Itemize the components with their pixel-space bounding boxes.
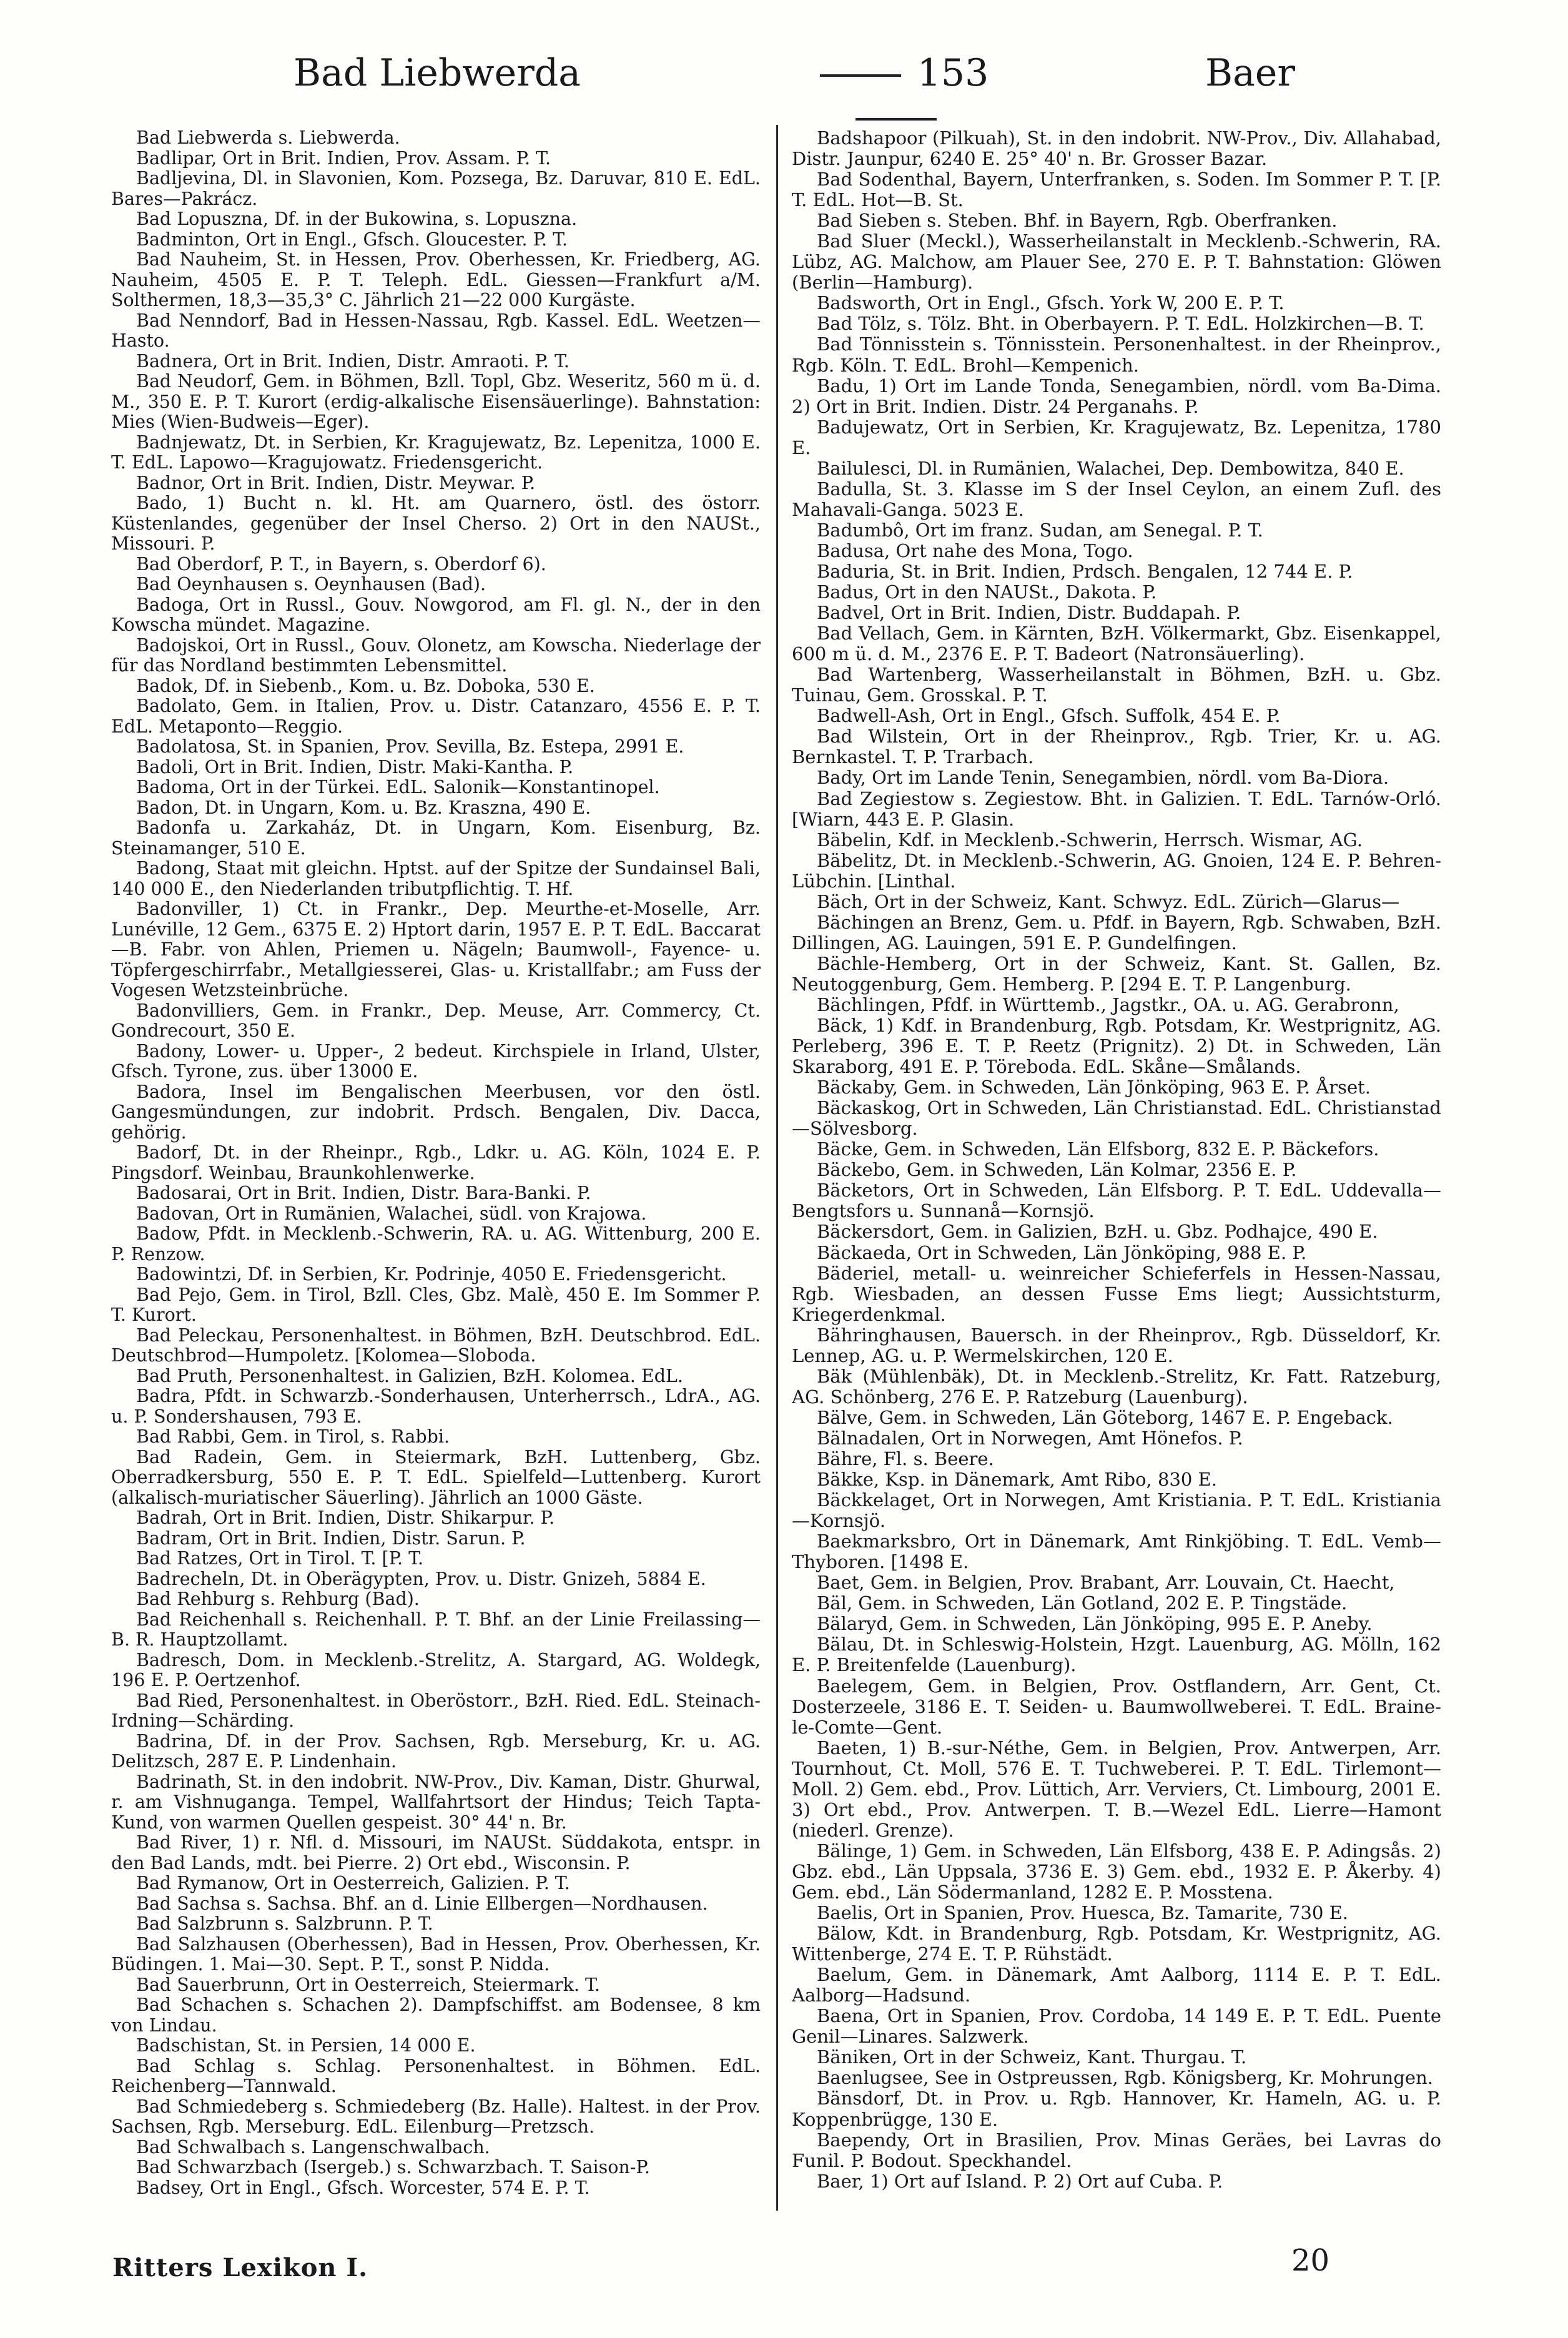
dictionary-entry: Bado, 1) Bucht n. kl. Ht. am Quarnero, östl. des östorr. Küstenlandes, gegenüber der Insel Cherso. 2) Ort in den NAUSt., Missouri. P. bbox=[111, 493, 761, 554]
dictionary-entry: Badnor, Ort in Brit. Indien, Distr. Meywar. P. bbox=[136, 472, 536, 493]
dictionary-entry: Bälow, Kdt. in Brandenburg, Rgb. Potsdam, Kr. Westprignitz, AG. Wittenberge, 274 E. T. P. Rühstädt. bbox=[792, 1923, 1441, 1965]
dictionary-entry: Badusa, Ort nahe des Mona, Togo. bbox=[817, 540, 1133, 561]
dictionary-entry: Badnera, Ort in Brit. Indien, Distr. Amraoti. P. T. bbox=[136, 350, 570, 372]
dictionary-entry: Bäkke, Ksp. in Dänemark, Amt Ribo, 830 E. bbox=[817, 1469, 1217, 1491]
dictionary-entry: Badoma, Ort in der Türkei. EdL. Salonik—Konstantinopel. bbox=[136, 777, 660, 797]
dictionary-entry: Bähringhausen, Bauersch. in der Rheinprov., Rgb. Düsseldorf, Kr. Lennep, AG. u. P. Wermelskirchen, 120 E. bbox=[792, 1324, 1441, 1366]
header-first-entry: Bad Liebwerda bbox=[293, 51, 581, 95]
dictionary-entry: Badlipar, Ort in Brit. Indien, Prov. Assam. P. T. bbox=[136, 147, 551, 169]
dictionary-entry: Badljevina, Dl. in Slavonien, Kom. Pozsega, Bz. Daruvar, 810 E. EdL. Bares—Pakrácz. bbox=[111, 168, 761, 209]
dictionary-entry: Bäckkelaget, Ort in Norwegen, Amt Kristiania. P. T. EdL. Kristiania—Kornsjö. bbox=[792, 1489, 1441, 1532]
dictionary-entry: Badrecheln, Dt. in Oberägypten, Prov. u. Distr. Gnizeh, 5884 E. bbox=[136, 1568, 706, 1589]
column-divider bbox=[776, 125, 778, 2211]
dictionary-entry: Bad Schwarzbach (Isergeb.) s. Schwarzbach. T. Saison-P. bbox=[136, 2157, 650, 2178]
dictionary-entry: Bad Liebwerda s. Liebwerda. bbox=[136, 128, 400, 148]
dictionary-entry: Bälve, Gem. in Schweden, Län Göteborg, 1467 E. P. Engeback. bbox=[817, 1406, 1393, 1428]
dictionary-entry: Bailulesci, Dl. in Rumänien, Walachei, Dep. Dembowitza, 840 E. bbox=[817, 457, 1404, 479]
dictionary-entry: Badumbô, Ort im franz. Sudan, am Senegal. P. T. bbox=[817, 519, 1263, 541]
dictionary-entry: Bäk (Mühlenbäk), Dt. in Mecklenb.-Strelitz, Kr. Fatt. Ratzeburg, AG. Schönberg, 276 E. P. Ratzeburg (Lauenburg). bbox=[792, 1365, 1441, 1408]
dictionary-entry: Bad Nenndorf, Bad in Hessen-Nassau, Rgb. Kassel. EdL. Weetzen—Hasto. bbox=[111, 310, 761, 351]
dictionary-entry: Bäcke, Gem. in Schweden, Län Elfsborg, 832 E. P. Bäckefors. bbox=[817, 1138, 1379, 1160]
dictionary-entry: Bälau, Dt. in Schleswig-Holstein, Hzgt. Lauenburg, AG. Mölln, 162 E. P. Breitenfelde (Lauenburg). bbox=[792, 1634, 1441, 1676]
dictionary-entry: Bad Rehburg s. Rehburg (Bad). bbox=[136, 1589, 420, 1609]
dictionary-entry: Bad Pejo, Gem. in Tirol, Bzll. Cles, Gbz. Malè, 450 E. Im Sommer P. T. Kurort. bbox=[111, 1284, 761, 1325]
dictionary-entry: Badony, Lower- u. Upper-, 2 bedeut. Kirchspiele in Irland, Ulster, Gfsch. Tyrone, zus. über 13000 E. bbox=[111, 1040, 761, 1082]
dictionary-entry: Bäckebo, Gem. in Schweden, Län Kolmar, 2356 E. P. bbox=[817, 1159, 1297, 1181]
dictionary-entry: Badsworth, Ort in Engl., Gfsch. York W, 200 E. P. T. bbox=[817, 292, 1284, 314]
dictionary-entry: Bad Schmiedeberg s. Schmiedeberg (Bz. Halle). Haltest. in der Prov. Sachsen, Rgb. Merseburg. EdL. Eilenburg—Pretzsch. bbox=[111, 2096, 761, 2137]
running-header bbox=[112, 51, 1455, 114]
dictionary-entry: Bad Rabbi, Gem. in Tirol, s. Rabbi. bbox=[136, 1426, 450, 1447]
dictionary-entry: Badoga, Ort in Russl., Gouv. Nowgorod, am Fl. gl. N., der in den Kowscha mündet. Magazine. bbox=[111, 594, 761, 635]
dictionary-entry: Bad Schlag s. Schlag. Personenhaltest. in Böhmen. EdL. Reichenberg—Tannwald. bbox=[111, 2055, 761, 2096]
dictionary-entry: Badong, Staat mit gleichn. Hptst. auf der Spitze der Sundainsel Bali, 140 000 E., den Niederlanden tributpflichtig. T. Hf. bbox=[111, 858, 761, 899]
dictionary-entry: Baet, Gem. in Belgien, Prov. Brabant, Arr. Louvain, Ct. Haecht, bbox=[817, 1572, 1395, 1594]
dictionary-entry: Bad River, 1) r. Nfl. d. Missouri, im NAUSt. Süddakota, entspr. in den Bad Lands, mdt. bei Pierre. 2) Ort ebd., Wisconsin. P. bbox=[111, 1832, 761, 1873]
dictionary-entry: Badolatosa, St. in Spanien, Prov. Sevilla, Bz. Estepa, 2991 E. bbox=[136, 736, 684, 757]
dictionary-entry: Badorf, Dt. in der Rheinpr., Rgb., Ldkr. u. AG. Köln, 1024 E. P. Pingsdorf. Weinbau, Braunkohlenwerke. bbox=[111, 1142, 761, 1183]
dictionary-entry: Bad Schwalbach s. Langenschwalbach. bbox=[136, 2136, 490, 2158]
dictionary-entry: Bäckaskog, Ort in Schweden, Län Christianstad. EdL. Christianstad—Sölvesborg. bbox=[792, 1097, 1441, 1140]
dictionary-entry: Bäl, Gem. in Schweden, Län Gotland, 202 E. P. Tingstäde. bbox=[817, 1592, 1348, 1614]
dictionary-entry: Badosarai, Ort in Brit. Indien, Distr. Bara-Banki. P. bbox=[136, 1183, 591, 1203]
dictionary-entry: Bad Peleckau, Personenhaltest. in Böhmen, BzH. Deutschbrod. EdL. Deutschbrod—Humpoletz. [Kolomea—Sloboda. bbox=[111, 1324, 761, 1366]
right-column bbox=[792, 128, 1441, 2201]
dictionary-entry: Bälaryd, Gem. in Schweden, Län Jönköping, 995 E. P. Aneby. bbox=[817, 1613, 1373, 1635]
dictionary-entry: Badok, Df. in Siebenb., Kom. u. Bz. Doboka, 530 E. bbox=[136, 675, 595, 696]
dictionary-entry: Bad Zegiestow s. Zegiestow. Bht. in Galizien. T. EdL. Tarnów-Orló. [Wiarn, 443 E. P. Glasin. bbox=[792, 787, 1441, 830]
dictionary-entry: Bad Nauheim, St. in Hessen, Prov. Oberhessen, Kr. Friedberg, AG. Nauheim, 4505 E. P. T. Teleph. EdL. Giessen—Frankfurt a/M. Solthermen, 18,3—35,3° C. Jährlich 21—22 000 Kurgäste. bbox=[111, 249, 761, 310]
dictionary-entry: Badwell-Ash, Ort in Engl., Gfsch. Suffolk, 454 E. P. bbox=[817, 705, 1281, 727]
dictionary-entry: Badus, Ort in den NAUSt., Dakota. P. bbox=[817, 581, 1157, 603]
header-page-number-block bbox=[752, 51, 1040, 139]
dictionary-entry: Bad Salzhausen (Oberhessen), Bad in Hessen, Prov. Oberhessen, Kr. Büdingen. 1. Mai—30. Sept. P. T., sonst P. Nidda. bbox=[111, 1933, 761, 1975]
dictionary-entry: Baelum, Gem. in Dänemark, Amt Aalborg, 1114 E. P. T. EdL. Aalborg—Hadsund. bbox=[792, 1964, 1441, 2006]
dictionary-entry: Bäckersdort, Gem. in Galizien, BzH. u. Gbz. Podhajce, 490 E. bbox=[817, 1221, 1378, 1243]
dictionary-entry: Baduria, St. in Brit. Indien, Prdsch. Bengalen, 12 744 E. P. bbox=[817, 560, 1353, 582]
dictionary-entry: Badra, Pfdt. in Schwarzb.-Sonderhausen, Unterherrsch., LdrA., AG. u. P. Sondershausen, 793 E. bbox=[111, 1386, 761, 1427]
dictionary-entry: Badram, Ort in Brit. Indien, Distr. Sarun. P. bbox=[136, 1527, 526, 1549]
header-dash-left bbox=[820, 74, 901, 77]
dictionary-entry: Bäcketors, Ort in Schweden, Län Elfsborg. P. T. EdL. Uddevalla—Bengtsfors u. Sunnanå—Kornsjö. bbox=[792, 1180, 1441, 1222]
dictionary-entry: Badshapoor (Pilkuah), St. in den indobrit. NW-Prov., Div. Allahabad, Distr. Jaunpur, 6240 E. 25° 40' n. Br. Grosser Bazar. bbox=[792, 128, 1441, 170]
dictionary-entry: Bad Sieben s. Steben. Bhf. in Bayern, Rgb. Oberfranken. bbox=[817, 210, 1338, 232]
dictionary-entry: Badora, Insel im Bengalischen Meerbusen, vor den östl. Gangesmündungen, zur indobrit. Prdsch. Bengalen, Div. Dacca, gehörig. bbox=[111, 1081, 761, 1143]
dictionary-entry: Badow, Pfdt. in Mecklenb.-Schwerin, RA. u. AG. Wittenburg, 200 E. P. Renzow. bbox=[111, 1223, 761, 1265]
dictionary-entry: Bad Neudorf, Gem. in Böhmen, Bzll. Topl, Gbz. Weseritz, 560 m ü. d. M., 350 E. P. T. Kurort (erdig-alkalische Eisensäuerlinge). Bahnstation: Mies (Wien-Budweis—Eger). bbox=[111, 371, 761, 432]
signature-mark: Ritters Lexikon I. bbox=[112, 2253, 368, 2282]
dictionary-entry: Badu, 1) Ort im Lande Tonda, Senegambien, nördl. vom Ba-Dima. 2) Ort in Brit. Indien. Distr. 24 Perganahs. P. bbox=[792, 375, 1441, 417]
dictionary-entry: Badulla, St. 3. Klasse im S der Insel Ceylon, an einem Zufl. des Mahavali-Ganga. 5023 E. bbox=[792, 478, 1441, 520]
dictionary-entry: Badujewatz, Ort in Serbien, Kr. Kragujewatz, Bz. Lepenitza, 1780 E. bbox=[792, 416, 1441, 458]
dictionary-entry: Badojskoi, Ort in Russl., Gouv. Olonetz, am Kowscha. Niederlage der für das Nordland bestimmten Lebensmittel. bbox=[111, 634, 761, 676]
dictionary-entry: Bad Salzbrunn s. Salzbrunn. P. T. bbox=[136, 1913, 433, 1934]
dictionary-entry: Bähre, Fl. s. Beere. bbox=[817, 1448, 994, 1469]
dictionary-entry: Baeten, 1) B.-sur-Néthe, Gem. in Belgien, Prov. Antwerpen, Arr. Tournhout, Ct. Moll, 576 E. T. Tuchweberei. P. T. EdL. Tirlemont—Moll. 2) Gem. ebd., Prov. Lüttich, Arr. Verviers, Ct. Limbourg, 2001 E. 3) Ort ebd., Prov. Antwerpen. T. B.—Wezel EdL. Lierre—Hamont (niederl. Grenze). bbox=[792, 1737, 1441, 1841]
dictionary-entry: Baena, Ort in Spanien, Prov. Cordoba, 14 149 E. P. T. EdL. Puente Genil—Linares. Salzwerk. bbox=[792, 2005, 1441, 2048]
dictionary-entry: Bad Rymanow, Ort in Oesterreich, Galizien. P. T. bbox=[136, 1873, 570, 1893]
dictionary-entry: Bad Oeynhausen s. Oeynhausen (Bad). bbox=[136, 574, 486, 594]
dictionary-entry: Bäbelitz, Dt. in Mecklenb.-Schwerin, AG. Gnoien, 124 E. P. Behren-Lübchin. [Linthal. bbox=[792, 849, 1441, 892]
dictionary-entry: Bad Oberdorf, P. T., in Bayern, s. Oberdorf 6). bbox=[136, 553, 546, 575]
dictionary-entry: Bad Wilstein, Ort in der Rheinprov., Rgb. Trier, Kr. u. AG. Bernkastel. T. P. Trarbach. bbox=[792, 726, 1441, 768]
dictionary-entry: Badrinath, St. in den indobrit. NW-Prov., Div. Kaman, Distr. Ghurwal, r. am Vishnuganga. Tempel, Wallfahrtsort der Hindus; Teich Tapta-Kund, von warmen Quellen gespeist. 30° 44' n. Br. bbox=[111, 1771, 761, 1833]
dictionary-entry: Bad Sluer (Meckl.), Wasserheilanstalt in Mecklenb.-Schwerin, RA. Lübz, AG. Malchow, am Plauer See, 270 E. P. T. Bahnstation: Glöwen (Berlin—Hamburg). bbox=[792, 230, 1441, 293]
dictionary-entry: Badsey, Ort in Engl., Gfsch. Worcester, 574 E. P. T. bbox=[136, 2177, 590, 2198]
left-column bbox=[111, 128, 761, 2201]
dictionary-entry: Bad Tönnisstein s. Tönnisstein. Personenhaltest. in der Rheinprov., Rgb. Köln. T. EdL. Brohl—Kempenich. bbox=[792, 333, 1441, 376]
dictionary-entry: Bad Sodenthal, Bayern, Unterfranken, s. Soden. Im Sommer P. T. [P. T. EdL. Hot—B. St. bbox=[792, 169, 1441, 211]
dictionary-entry: Bäckaby, Gem. in Schweden, Län Jönköping, 963 E. P. Årset. bbox=[817, 1077, 1371, 1098]
dictionary-entry: Bäbelin, Kdf. in Mecklenb.-Schwerin, Herrsch. Wismar, AG. bbox=[817, 829, 1363, 851]
dictionary-entry: Bächlingen, Pfdf. in Württemb., Jagstkr., OA. u. AG. Gerabronn, bbox=[817, 994, 1399, 1015]
dictionary-entry: Badrah, Ort in Brit. Indien, Distr. Shikarpur. P. bbox=[136, 1507, 555, 1528]
dictionary-entry: Badresch, Dom. in Mecklenb.-Strelitz, A. Stargard, AG. Woldegk, 196 E. P. Oertzenhof. bbox=[111, 1649, 761, 1690]
sheet-number: 20 bbox=[1291, 2243, 1330, 2278]
dictionary-entry: Bänsdorf, Dt. in Prov. u. Rgb. Hannover, Kr. Hameln, AG. u. P. Koppenbrügge, 130 E. bbox=[792, 2088, 1441, 2130]
dictionary-entry: Badon, Dt. in Ungarn, Kom. u. Bz. Kraszna, 490 E. bbox=[136, 797, 591, 818]
dictionary-entry: Bad Pruth, Personenhaltest. in Galizien, BzH. Kolomea. EdL. bbox=[136, 1365, 683, 1386]
dictionary-entry: Baer, 1) Ort auf Island. P. 2) Ort auf Cuba. P. bbox=[817, 2170, 1223, 2192]
dictionary-entry: Bäck, 1) Kdf. in Brandenburg, Rgb. Potsdam, Kr. Westprignitz, AG. Perleberg, 396 E. T. P. Reetz (Prignitz). 2) Dt. in Schweden, Län Skaraborg, 491 E. P. Töreboda. EdL. Skåne—Smålands. bbox=[792, 1015, 1441, 1078]
dictionary-entry: Bäch, Ort in der Schweiz, Kant. Schwyz. EdL. Zürich—Glarus— bbox=[817, 890, 1400, 912]
dictionary-entry: Bady, Ort im Lande Tenin, Senegambien, nördl. vom Ba-Diora. bbox=[817, 767, 1389, 789]
dictionary-entry: Bächingen an Brenz, Gem. u. Pfdf. in Bayern, Rgb. Schwaben, BzH. Dillingen, AG. Lauingen, 591 E. P. Gundelfingen. bbox=[792, 911, 1441, 954]
dictionary-entry: Badonvilliers, Gem. in Frankr., Dep. Meuse, Arr. Commercy, Ct. Gondrecourt, 350 E. bbox=[111, 1000, 761, 1041]
dictionary-entry: Badonfa u. Zarkaház, Dt. in Ungarn, Kom. Eisenburg, Bz. Steinamanger, 510 E. bbox=[111, 817, 761, 859]
dictionary-entry: Bälinge, 1) Gem. in Schweden, Län Elfsborg, 438 E. P. Adingsås. 2) Gbz. ebd., Län Uppsala, 3736 E. 3) Gem. ebd., 1932 E. P. Åkerby. 4) Gem. ebd., Län Södermanland, 1282 E. P. Mosstena. bbox=[792, 1840, 1441, 1903]
dictionary-entry: Baekmarksbro, Ort in Dänemark, Amt Rinkjöbing. T. EdL. Vemb—Thyboren. [1498 E. bbox=[792, 1531, 1441, 1573]
dictionary-entry: Bad Lopuszna, Df. in der Bukowina, s. Lopuszna. bbox=[136, 209, 578, 229]
dictionary-entry: Bad Radein, Gem. in Steiermark, BzH. Luttenberg, Gbz. Oberradkersburg, 550 E. P. T. EdL. Spielfeld—Luttenberg. Kurort (alkalisch-muriatischer Säuerling). Jährlich an 1000 Gäste. bbox=[111, 1446, 761, 1508]
dictionary-entry: Badnjewatz, Dt. in Serbien, Kr. Kragujewatz, Bz. Lepenitza, 1000 E. T. EdL. Lapowo—Kragujowatz. Friedensgericht. bbox=[111, 432, 761, 473]
dictionary-entry: Baelegem, Gem. in Belgien, Prov. Ostflandern, Arr. Gent, Ct. Dosterzeele, 3186 E. T. Seiden- u. Baumwollweberei. T. EdL. Braine-le-Comte—Gent. bbox=[792, 1675, 1441, 1738]
dictionary-entry: Bäckaeda, Ort in Schweden, Län Jönköping, 988 E. P. bbox=[817, 1241, 1307, 1263]
dictionary-entry: Badrina, Df. in der Prov. Sachsen, Rgb. Merseburg, Kr. u. AG. Delitzsch, 287 E. P. Lindenhain. bbox=[111, 1730, 761, 1772]
page-number: 153 bbox=[917, 51, 989, 95]
dictionary-entry: Bad Wartenberg, Wasserheilanstalt in Böhmen, BzH. u. Gbz. Tuinau, Gem. Grosskal. P. T. bbox=[792, 664, 1441, 706]
header-last-entry: Baer bbox=[1205, 51, 1296, 95]
dictionary-entry: Bad Ried, Personenhaltest. in Oberöstorr., BzH. Ried. EdL. Steinach-Irdning—Schärding. bbox=[111, 1690, 761, 1731]
dictionary-entry: Baelis, Ort in Spanien, Prov. Huesca, Bz. Tamarite, 730 E. bbox=[817, 1902, 1348, 1924]
dictionary-entry: Bäderiel, metall- u. weinreicher Schieferfels in Hessen-Nassau, Rgb. Wiesbaden, an dessen Fusse Ems liegt; Aussichtsturm, Kriegerdenkmal. bbox=[792, 1262, 1441, 1325]
header-dash-right bbox=[855, 118, 937, 121]
dictionary-entry: Badvel, Ort in Brit. Indien, Distr. Buddapah. P. bbox=[817, 602, 1241, 624]
dictionary-entry: Badonviller, 1) Ct. in Frankr., Dep. Meurthe-et-Moselle, Arr. Lunéville, 12 Gem., 6375 E. 2) Hptort darin, 1957 E. P. T. EdL. Baccarat—B. Fabr. von Ahlen, Priemen u. Nägeln; Baumwoll-, Fayence- u. Töpfergeschirrfabr., Metallgiesserei, Glas- u. Kristallfabr.; am Fuss der Vogesen Wetzsteinbrüche. bbox=[111, 899, 761, 1000]
dictionary-entry: Badminton, Ort in Engl., Gfsch. Gloucester. P. T. bbox=[136, 229, 568, 250]
dictionary-entry: Badoli, Ort in Brit. Indien, Distr. Maki-Kantha. P. bbox=[136, 756, 574, 777]
dictionary-entry: Baenlugsee, See in Ostpreussen, Rgb. Königsberg, Kr. Mohrungen. bbox=[817, 2067, 1433, 2089]
dictionary-entry: Bächle-Hemberg, Ort in der Schweiz, Kant. St. Gallen, Bz. Neutoggenburg, Gem. Hemberg. P. [294 E. T. P. Langenburg. bbox=[792, 952, 1441, 995]
dictionary-entry: Bad Ratzes, Ort in Tirol. T. [P. T. bbox=[136, 1548, 424, 1569]
dictionary-entry: Bad Reichenhall s. Reichenhall. P. T. Bhf. an der Linie Freilassing—B. R. Hauptzollamt. bbox=[111, 1609, 761, 1650]
dictionary-entry: Baependy, Ort in Brasilien, Prov. Minas Geräes, bei Lavras do Funil. P. Bodout. Speckhandel. bbox=[792, 2129, 1441, 2171]
dictionary-entry: Badowintzi, Df. in Serbien, Kr. Podrinje, 4050 E. Friedensgericht. bbox=[136, 1264, 727, 1285]
dictionary-entry: Badolato, Gem. in Italien, Prov. u. Distr. Catanzaro, 4556 E. P. T. EdL. Metaponto—Reggio. bbox=[111, 696, 761, 737]
dictionary-entry: Bad Sauerbrunn, Ort in Oesterreich, Steiermark. T. bbox=[136, 1974, 600, 1995]
dictionary-entry: Badovan, Ort in Rumänien, Walachei, südl. von Krajowa. bbox=[136, 1203, 647, 1224]
dictionary-entry: Badschistan, St. in Persien, 14 000 E. bbox=[136, 2035, 476, 2056]
dictionary-entry: Bälnadalen, Ort in Norwegen, Amt Hönefos. P. bbox=[817, 1427, 1243, 1449]
dictionary-entry: Bad Tölz, s. Tölz. Bht. in Oberbayern. P. T. EdL. Holzkirchen—B. T. bbox=[817, 313, 1424, 335]
dictionary-entry: Bad Sachsa s. Sachsa. Bhf. an d. Linie Ellbergen—Nordhausen. bbox=[136, 1893, 708, 1914]
dictionary-entry: Bad Vellach, Gem. in Kärnten, BzH. Völkermarkt, Gbz. Eisenkappel, 600 m ü. d. M., 2376 E. P. T. Badeort (Natronsäuerling). bbox=[792, 623, 1441, 665]
dictionary-entry: Bäniken, Ort in der Schweiz, Kant. Thurgau. T. bbox=[817, 2046, 1247, 2068]
dictionary-entry: Bad Schachen s. Schachen 2). Dampfschiffst. am Bodensee, 8 km von Lindau. bbox=[111, 1995, 761, 2036]
